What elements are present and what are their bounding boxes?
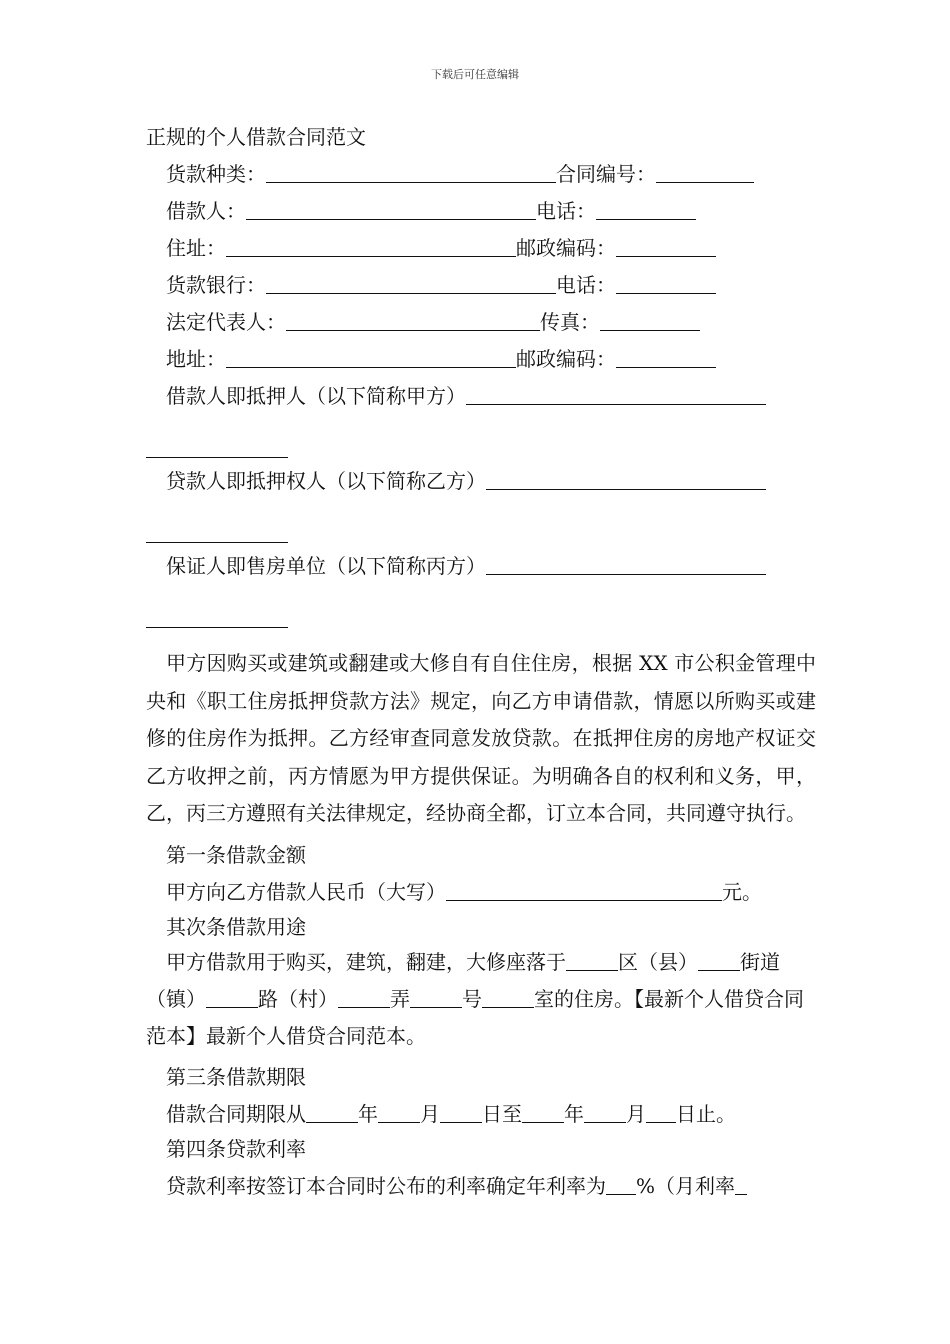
field-row-legal-rep [146,309,816,335]
field-label: 电话： [556,273,616,297]
article-4-body [146,1173,816,1199]
blank-line[interactable] [656,162,754,183]
article-text: 月 [420,1101,440,1126]
field-label: 货款种类： [166,162,266,186]
blank-line[interactable] [584,1102,626,1123]
blank-line[interactable] [378,1102,420,1123]
field-label: 地址： [166,347,226,371]
field-label: 合同编号： [556,162,656,186]
article-text: 街道（镇） [146,949,780,1011]
blank-line[interactable] [146,437,288,458]
article-3-body [146,1101,816,1127]
blank-line[interactable] [466,384,766,405]
blank-line[interactable] [440,1102,482,1123]
blank-line[interactable] [698,950,740,971]
blank-line[interactable] [226,347,516,368]
article-text: %（月利率 [636,1173,736,1198]
field-label: 电话： [536,199,596,223]
party-a-continuation [146,437,816,457]
party-b-continuation [146,522,816,542]
field-label: 住址： [166,236,226,260]
blank-line[interactable] [566,950,618,971]
party-row-b [146,468,816,494]
article-4-heading: 第四条贷款利率 [166,1136,306,1161]
article-1-heading: 第一条借款金额 [166,842,306,867]
article-text: 弄 [390,986,410,1011]
article-text: 甲方借款用于购买，建筑，翻建，大修座落于 [166,949,566,974]
blank-line[interactable] [486,554,766,575]
blank-line[interactable] [522,1102,564,1123]
blank-line[interactable] [146,522,288,543]
article-text: 甲方向乙方借款人民币（大写） [166,879,446,904]
field-row-loan-type [146,161,816,187]
article-text: 日止。 [676,1101,736,1126]
blank-line[interactable] [410,987,462,1008]
blank-line[interactable] [596,199,696,220]
field-row-bank-address [146,346,816,372]
article-2-body [146,944,816,1055]
article-text: 室的住房。【最新个人借贷合同范本】最新个人借贷合同范本。 [146,986,804,1048]
blank-line[interactable] [646,1102,676,1123]
party-row-a [146,383,816,409]
article-3-heading: 第三条借款期限 [166,1064,306,1089]
blank-line[interactable] [600,310,700,331]
blank-line[interactable] [338,987,390,1008]
field-label: 借款人： [166,199,246,223]
party-row-c [146,553,816,579]
party-label: 借款人即抵押人（以下简称甲方） [166,384,466,408]
article-text: 年 [564,1101,584,1126]
article-1-body [146,879,816,905]
contract-document [146,124,816,1199]
intro-paragraph: 甲方因购买或建筑或翻建或大修自有自住住房，根据 XX 市公积金管理中央和《职工住房抵押贷款方法》规定，向乙方申请借款，情愿以所购买或建修的住房作为抵押。乙方经审查同意发放贷款。在抵押住房的房地产权证交乙方收押之前，丙方情愿为甲方提供保证。为明确各自的权利和义务，甲，乙，丙三方遵照有关法律规定，经协商全都，订立本合同，共同遵守执行。 [146,651,816,825]
blank-line[interactable] [146,607,288,628]
blank-line[interactable] [266,162,556,183]
blank-line[interactable] [616,273,716,294]
article-text: 贷款利率按签订本合同时公布的利率确定年利率为 [166,1173,606,1198]
field-label: 传真： [540,310,600,334]
blank-line[interactable] [306,1102,358,1123]
field-label: 邮政编码： [516,236,616,260]
article-text: 月 [626,1101,646,1126]
party-c-continuation [146,607,816,627]
article-text: 路（村） [258,986,338,1011]
blank-line[interactable] [735,1174,747,1195]
article-text: 日至 [482,1101,522,1126]
field-label: 邮政编码： [516,347,616,371]
blank-line[interactable] [616,236,716,257]
page-header-note: 下载后可任意编辑 [431,68,519,81]
document-title: 正规的个人借款合同范文 [146,125,366,149]
field-row-bank [146,272,816,298]
article-2-heading: 其次条借款用途 [166,914,306,939]
party-label: 贷款人即抵押权人（以下简称乙方） [166,469,486,493]
blank-line[interactable] [226,236,516,257]
article-text: 年 [358,1101,378,1126]
blank-line[interactable] [606,1174,636,1195]
field-row-borrower [146,198,816,224]
blank-line[interactable] [482,987,534,1008]
field-label: 货款银行： [166,273,266,297]
blank-line[interactable] [286,310,540,331]
article-text: 元。 [722,879,762,904]
field-label: 法定代表人： [166,310,286,334]
blank-line[interactable] [616,347,716,368]
article-text: 区（县） [618,949,698,974]
article-text: 号 [462,986,482,1011]
article-text: 借款合同期限从 [166,1101,306,1126]
field-row-address [146,235,816,261]
blank-line[interactable] [246,199,536,220]
blank-line[interactable] [446,880,722,901]
blank-line[interactable] [206,987,258,1008]
party-label: 保证人即售房单位（以下简称丙方） [166,554,486,578]
blank-line[interactable] [486,469,766,490]
blank-line[interactable] [266,273,556,294]
